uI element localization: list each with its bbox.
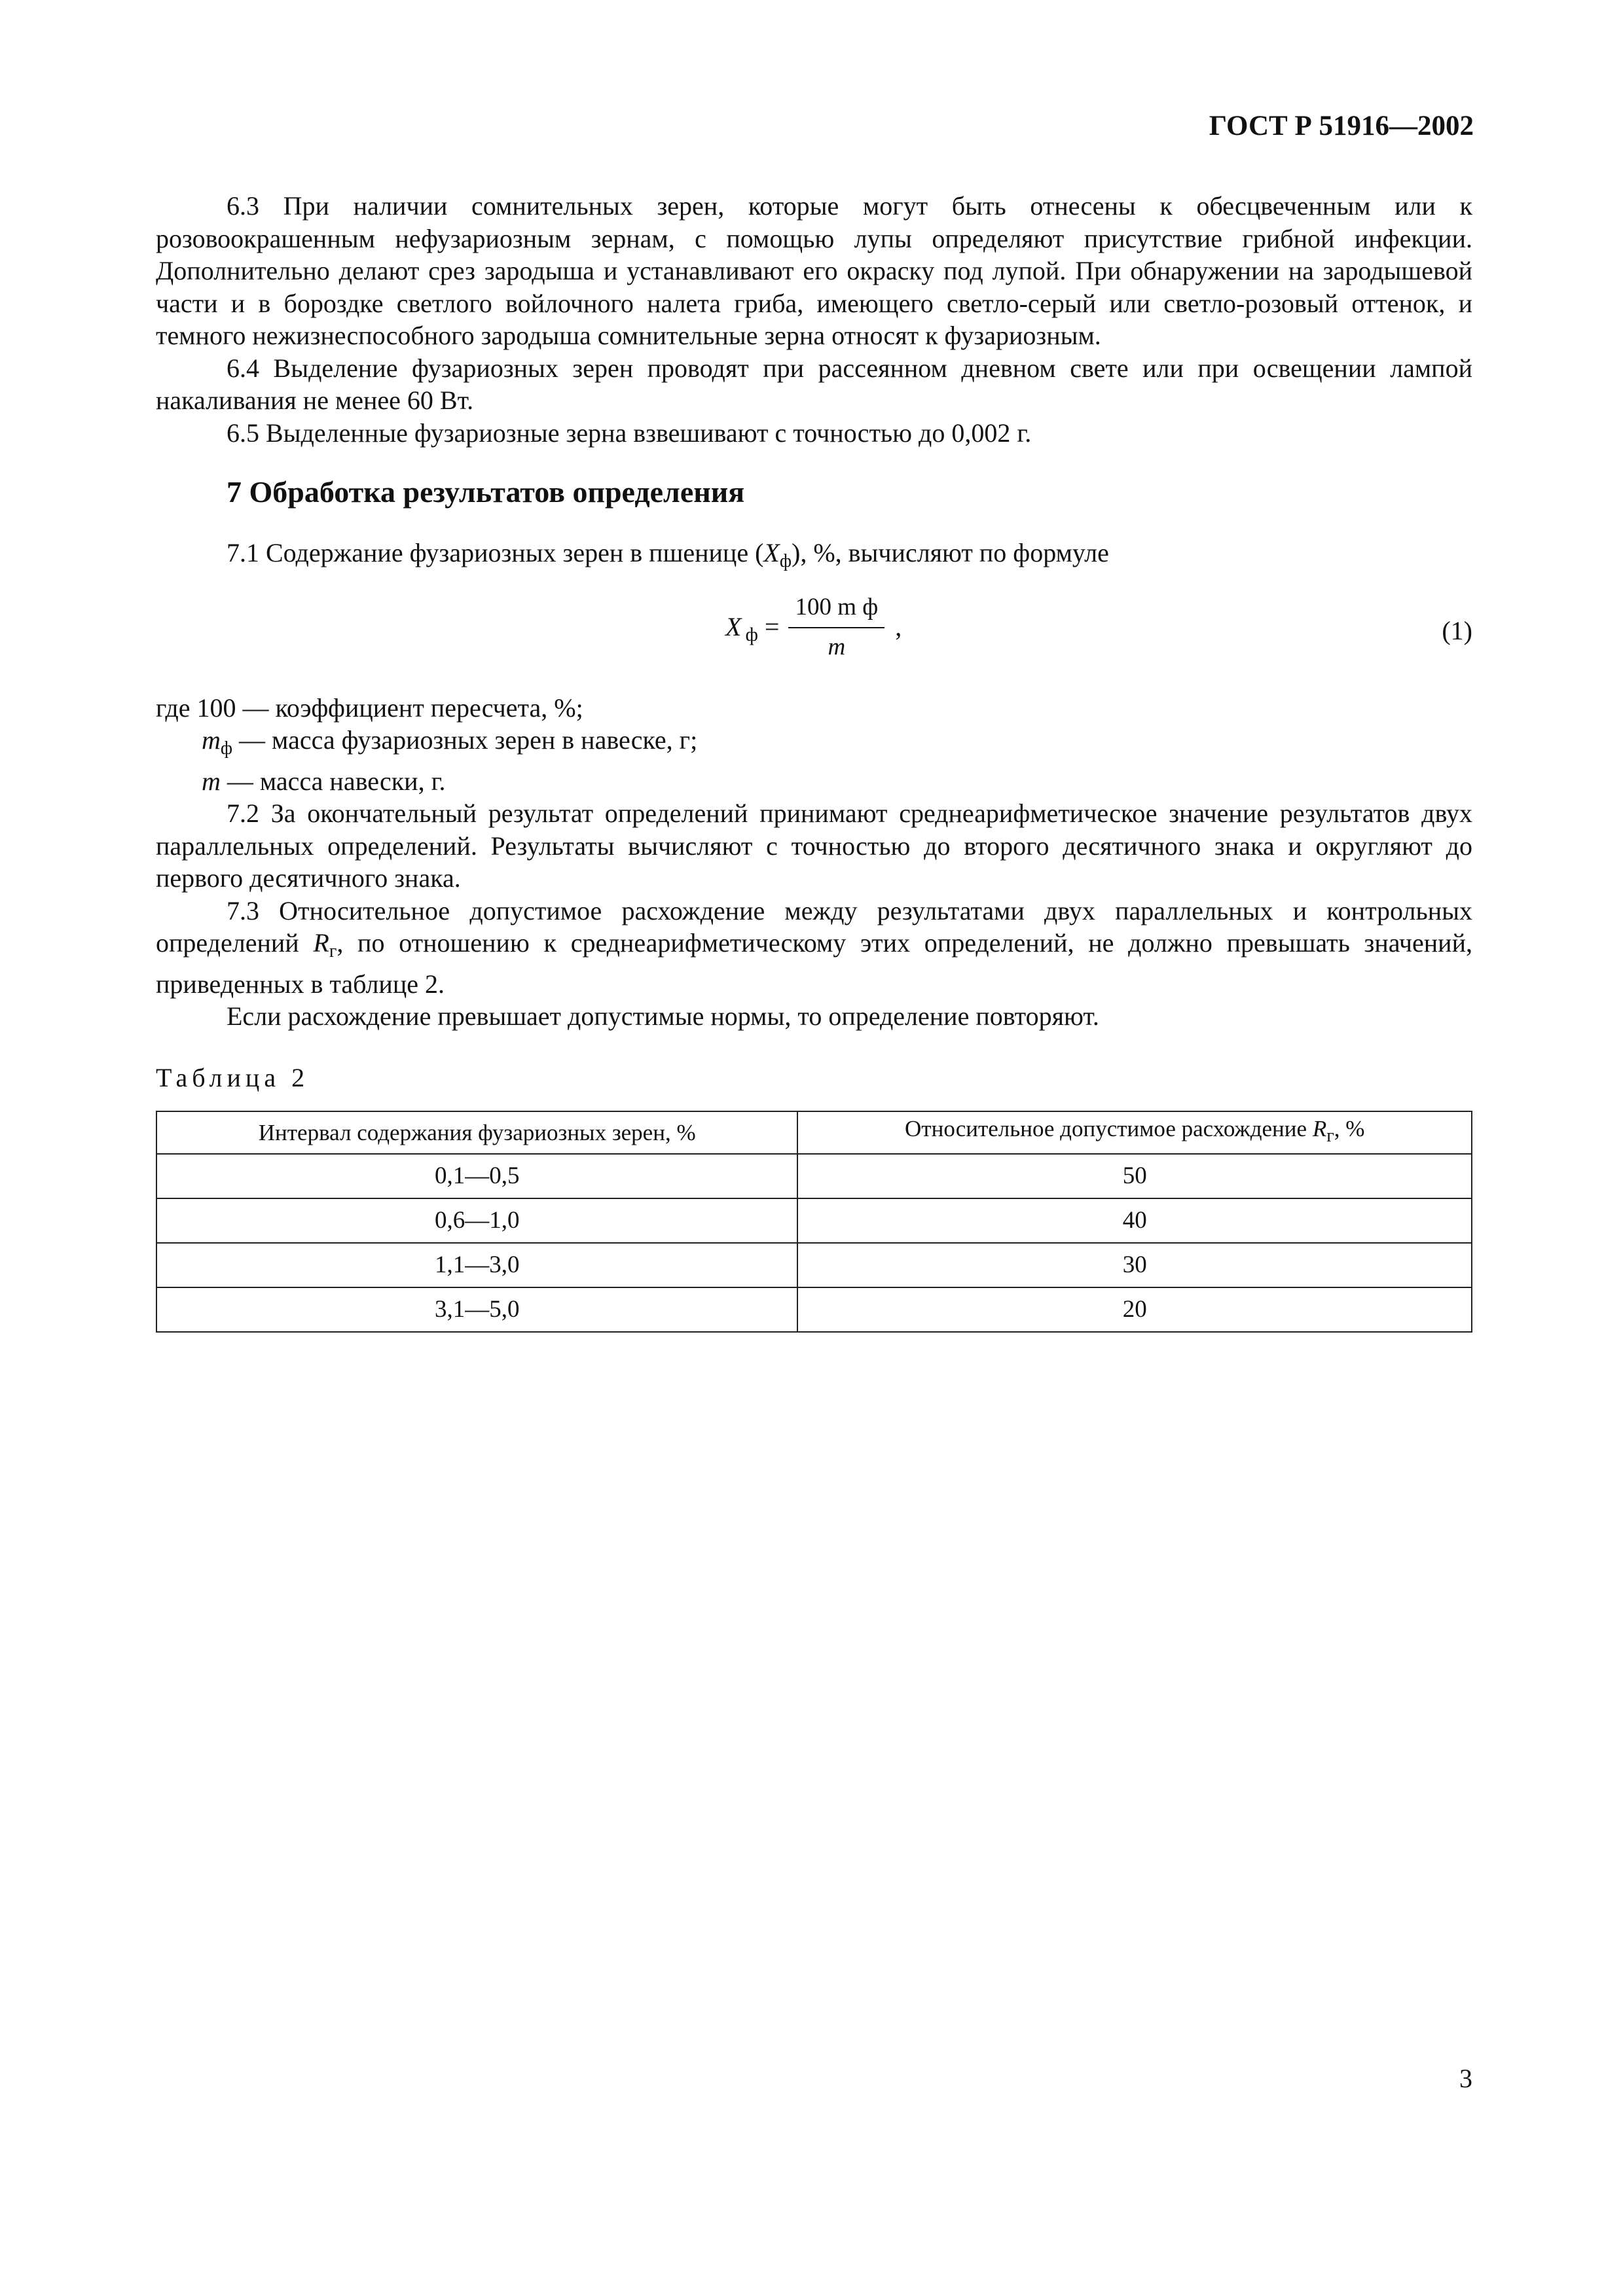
var-m-phi-line	[156, 724, 1472, 765]
paragraph-6-4: 6.4 Выделение фузариозных зерен проводят при рассеянном дневном свете или при освещении лампой накаливания не менее 60 Вт.	[156, 353, 1472, 415]
table-row	[156, 1198, 1472, 1243]
standard-code: ГОСТ Р 51916—2002	[1209, 111, 1474, 141]
p71-sub: ф	[779, 551, 792, 571]
table-cell-interval: 1,1—3,0	[156, 1243, 797, 1287]
p73-text-before: 7.3 Относительное допустимое расхождение между результатами двух параллельных и контрольных определений	[156, 895, 1472, 958]
p73-var: R	[313, 928, 329, 958]
p73-sub: г	[329, 941, 337, 961]
var-m-phi-sub: ф	[220, 738, 233, 759]
formula-expression	[725, 591, 902, 664]
table-header-row	[156, 1111, 1472, 1154]
table-cell-value: 20	[797, 1287, 1472, 1332]
table-cell-value: 30	[797, 1243, 1472, 1287]
var-m-line	[156, 765, 1472, 798]
table-row	[156, 1154, 1472, 1198]
var-m-phi-desc: — масса фузариозных зерен в навеске, г;	[232, 725, 698, 755]
header-col2-before: Относительное допустимое расхождение	[905, 1116, 1313, 1141]
tolerance-table	[156, 1111, 1472, 1333]
paragraph-6-5: 6.5 Выделенные фузариозные зерна взвешивают с точностью до 0,002 г.	[227, 418, 1032, 448]
table-cell-value: 40	[797, 1198, 1472, 1243]
table-row	[156, 1287, 1472, 1332]
formula-denominator: m	[828, 634, 846, 660]
table-row	[156, 1243, 1472, 1287]
formula-equals: =	[764, 612, 780, 642]
page-number: 3	[1459, 2064, 1472, 2093]
document-body	[156, 190, 1472, 1333]
paragraph-6-3: 6.3 При наличии сомнительных зерен, которые могут быть отнесены к обесцвеченным или к розовоокрашенным нефузариозным зернам, с помощью лупы определяют присутствие грибной инфекции. Дополнительно делают срез зародыша и устанавливают его окраску под лупой. При обнаружении на зародышевой части и в бороздке светлого войлочного налета гриба, имеющего светло-серый или светло-розовый оттенок, и темного нежизнеспособного зародыша сомнительные зерна относят к фузариозным.	[156, 191, 1472, 350]
formula-numerator: 100 m ф	[788, 591, 884, 629]
p73-text-after: , по отношению к среднеарифметическому этих определений, не должно превышать значений, приведенных в таблице 2.	[156, 928, 1472, 999]
where-line: где 100 — коэффициент пересчета, %;	[156, 692, 583, 723]
table-header-interval: Интервал содержания фузариозных зерен, %	[156, 1111, 797, 1154]
var-m-phi-name: m	[202, 725, 221, 755]
table-cell-interval: 3,1—5,0	[156, 1287, 797, 1332]
formula-number: (1)	[1442, 615, 1472, 645]
paragraph-7-1	[156, 537, 1472, 578]
formula-comma: ,	[895, 612, 902, 642]
header-col2-sub: г	[1326, 1126, 1334, 1146]
formula-1	[156, 591, 1472, 670]
formula-lhs-var: X	[725, 612, 742, 642]
p71-text-after: ), %, вычисляют по формуле	[792, 538, 1109, 567]
header-col2-after: , %	[1334, 1116, 1365, 1141]
paragraph-7-2: 7.2 За окончательный результат определений принимают среднеарифметическое значение результатов двух параллельных определений. Результаты вычисляют с точностью до второго десятичного знака и округляют до первого десятичного знака.	[156, 798, 1472, 893]
p71-var: X	[763, 538, 780, 567]
var-m-desc: — масса навески, г.	[220, 766, 446, 796]
table-header-tolerance	[797, 1111, 1472, 1154]
table-cell-interval: 0,1—0,5	[156, 1154, 797, 1198]
paragraph-7-3	[156, 895, 1472, 1001]
section-7-heading: 7 Обработка результатов определения	[227, 475, 745, 509]
table-cell-interval: 0,6—1,0	[156, 1198, 797, 1243]
formula-lhs-sub: ф	[745, 624, 758, 646]
table-caption: Таблица 2	[156, 1062, 310, 1092]
table-cell-value: 50	[797, 1154, 1472, 1198]
var-m-name: m	[202, 766, 221, 796]
paragraph-7-3-repeat: Если расхождение превышает допустимые нормы, то определение повторяют.	[227, 1001, 1099, 1031]
formula-fraction	[788, 591, 884, 664]
header-col2-var: R	[1312, 1116, 1327, 1141]
p71-text-before: 7.1 Содержание фузариозных зерен в пшенице (	[227, 538, 764, 567]
